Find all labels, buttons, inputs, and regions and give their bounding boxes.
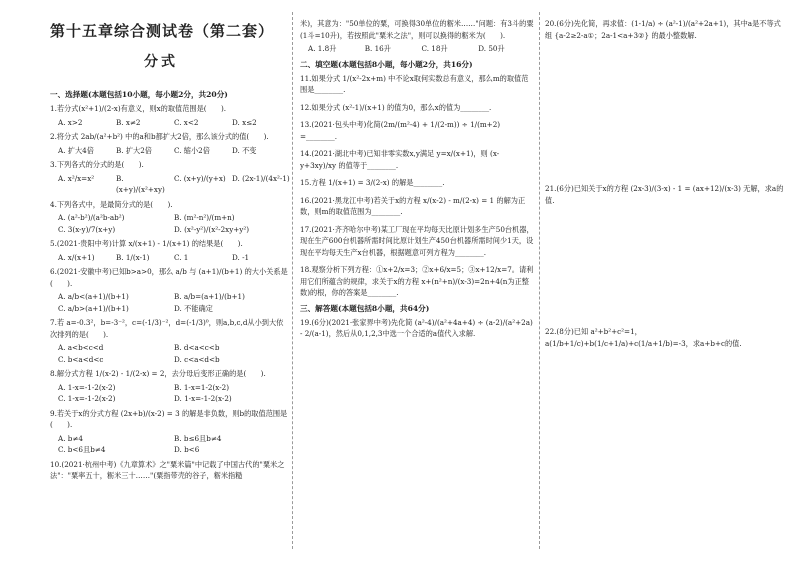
question-21: 21.(6分)已知关于x的方程 (2x-3)/(3-x) - 1 = (ax+12)/(x-3) 无解，求a的值. <box>545 184 784 205</box>
option-d: D. 1-x=-1-2(x-2) <box>174 394 232 403</box>
option-b: B. 扩大2倍 <box>116 145 152 155</box>
question-4: 4.下列各式中，是最简分式的是( ). <box>50 199 173 209</box>
page-subtitle: 分式 <box>144 54 178 70</box>
question-11: 11.如果分式 1/(x²-2x+m) 中不论x取何实数总有意义，那么m的取值范围是________. <box>300 73 529 94</box>
question-7: 7.若 a=-0.3²，b=-3⁻²，c=(-1/3)⁻²，d=(-1/3)⁰，则a,b,c,d从小到大依次排列的是( ). <box>50 318 284 339</box>
option-a: A. x>2 <box>58 117 83 127</box>
question-1-options <box>58 117 290 129</box>
option-a: A. a/b<(a+1)/(b+1) <box>58 292 129 301</box>
question-9: 9.若关于x的分式方程 (2x+b)/(x-2) = 3 的解是非负数，则b的取值范围是( ). <box>50 408 288 429</box>
option-c: C. 缩小2倍 <box>174 145 210 155</box>
option-a: A. b≠4 <box>58 433 83 443</box>
option-d: D. 50升 <box>478 44 505 53</box>
column-left <box>50 18 290 553</box>
question-13: 13.(2021·包头中考)化简(2m/(m²-4) + 1/(2-m)) ÷ 1/(m+2) =________. <box>300 120 501 141</box>
column-middle <box>300 18 535 553</box>
section-heading: 三、解答题(本题包括8小题，共64分) <box>300 303 430 313</box>
question-16: 16.(2021·黑龙江中考)若关于x的方程 x/(x-2) - m/(2-x) = 1 的解为正数，则m的取值范围为________. <box>300 195 526 216</box>
option-c: C. x<2 <box>174 117 199 127</box>
question-19: 19.(6分)(2021·张家界中考)先化简 (a²-4)/(a²+4a+4) ÷ (a-2)/(a²+2a) - 2/(a-1)，然后从0,1,2,3中选一个合适的a值代入求解. <box>300 317 533 338</box>
question-8: 8.解分式方程 1/(x-2) - 1/(2-x) = 2，去分母后变形正确的是( ). <box>50 369 266 378</box>
question-5: 5.(2021·贵阳中考)计算 x/(x+1) - 1/(x+1) 的结果是( ). <box>50 239 243 248</box>
option-c: C. 18升 <box>421 44 448 53</box>
option-d: D. -1 <box>232 252 250 262</box>
option-b: B. x≠2 <box>116 117 141 127</box>
question-3-options <box>58 173 290 196</box>
question-2-options <box>58 145 290 157</box>
column-divider <box>292 12 293 549</box>
question-6-options <box>58 291 290 314</box>
option-c: C. b<6且b≠4 <box>58 445 106 454</box>
question-4-options <box>58 212 290 235</box>
page-title: 第十五章综合测试卷（第二套） <box>50 22 275 40</box>
option-b: B. (m²-n²)/(m+n) <box>174 213 235 222</box>
question-9-options <box>58 433 290 456</box>
option-c: C. b<a<d<c <box>58 354 104 364</box>
option-c: C. 1-x=-1-2(x-2) <box>58 394 116 403</box>
option-c: C. (x+y)/(y+x) <box>174 173 226 183</box>
question-2: 2.将分式 2ab/(a²+b²) 中的a和b都扩大2倍，那么该分式的值( ). <box>50 132 269 141</box>
question-15: 15.方程 1/(x+1) = 3/(2-x) 的解是________. <box>300 178 445 187</box>
question-1: 1.若分式(x²+1)/(2-x)有意义，则x的取值范围是( ). <box>50 104 227 113</box>
option-c: C. 3(x-y)/7(x+y) <box>58 224 116 234</box>
option-a: A. x/(x+1) <box>58 252 95 262</box>
option-c: C. 1 <box>174 252 189 262</box>
option-d: D. 不能确定 <box>174 303 213 313</box>
option-d: D. c<a<d<b <box>174 354 220 364</box>
option-b: B. (x+y)/(x²+xy) <box>116 173 165 194</box>
option-c: C. a/b>(a+1)/(b+1) <box>58 303 129 313</box>
option-a: A. 1-x=-1-2(x-2) <box>58 382 116 392</box>
option-a: A. 1.8升 <box>308 44 337 53</box>
column-divider <box>539 12 540 549</box>
question-5-options <box>58 252 290 264</box>
option-a: A. a<b<c<d <box>58 343 104 352</box>
question-22: 22.(8分)已知 a²+b²+c²=1，a(1/b+1/c)+b(1/c+1/a)+c(1/a+1/b)=-3，求a+b+c的值. <box>545 327 742 348</box>
option-d: D. x≤2 <box>232 117 257 127</box>
option-b: B. 1-x=1-2(x-2) <box>174 382 230 392</box>
option-d: D. (x²-y²)/(x²-2xy+y²) <box>174 224 250 234</box>
section-heading: 二、填空题(本题包括8小题，每小题2分，共16分) <box>300 59 473 69</box>
option-d: D. 不变 <box>232 145 257 155</box>
question-18: 18.观察分析下列方程：①x+2/x=3；②x+6/x=5；③x+12/x=7。请利用它们所蕴含的规律，求关于x的方程 x+(n²+n)/(x-3)=2n+4(n为正整数)的根，你的答案是________. <box>300 265 534 297</box>
option-a: A. x²/x=x² <box>58 173 95 183</box>
option-d: D. (2x-1)/(4x²-1) <box>232 173 290 183</box>
option-b: B. 16升 <box>364 44 391 53</box>
question-14: 14.(2021·湖北中考)已知非零实数x,y满足 y=x/(x+1)，则 (x-y+3xy)/xy 的值等于________. <box>300 149 500 170</box>
question-10: 10.(2021·杭州中考)《九章算术》之"粟米篇"中记载了中国古代的"粟米之法"："粟率五十，粝米三十……"(粟指带壳的谷子，粝米指糙 <box>50 459 285 480</box>
option-b: B. b≤6且b≠4 <box>174 433 222 443</box>
question-20: 20.(6分)先化简，再求值：(1-1/a) ÷ (a²-1)/(a²+2a+1)，其中a是不等式组 {a-2≥2-a①；2a-1<a+3②} 的最小整数解. <box>545 19 781 40</box>
question-10-continued: 米)，其意为："50单位的粟，可换得30单位的粝米……"问题：有3斗的粟(1斗=10升)，若按照此"粟米之法"，则可以换得的粝米为( ). <box>300 19 534 40</box>
question-7-options <box>58 342 290 365</box>
option-b: B. d<a<c<b <box>174 343 220 352</box>
option-b: B. a/b=(a+1)/(b+1) <box>174 292 245 301</box>
question-10-options <box>308 43 535 55</box>
question-6: 6.(2021·安徽中考)已知b>a>0，那么 a/b 与 (a+1)/(b+1) 的大小关系是( ). <box>50 267 288 288</box>
option-b: B. 1/(x-1) <box>116 252 150 262</box>
question-12: 12.如果分式 (x²-1)/(x+1) 的值为0，那么x的值为________. <box>300 102 492 112</box>
option-a: A. 扩大4倍 <box>58 145 94 155</box>
section-heading: 一、选择题(本题包括10小题，每小题2分，共20分) <box>50 90 228 99</box>
question-17: 17.(2021·齐齐哈尔中考)某工厂现在平均每天比原计划多生产50台机器，现在生产600台机器所需时间比原计划生产450台机器所需时间少1天，设现在平均每天生产x台机器，根据题意可列方程为________. <box>300 224 534 257</box>
question-3: 3.下列各式的分式的是( ). <box>50 160 144 169</box>
option-d: D. b<6 <box>174 445 200 454</box>
question-8-options <box>58 382 290 405</box>
column-right <box>545 18 785 553</box>
option-a: A. (a²-b²)/(a²b-ab²) <box>58 213 125 222</box>
